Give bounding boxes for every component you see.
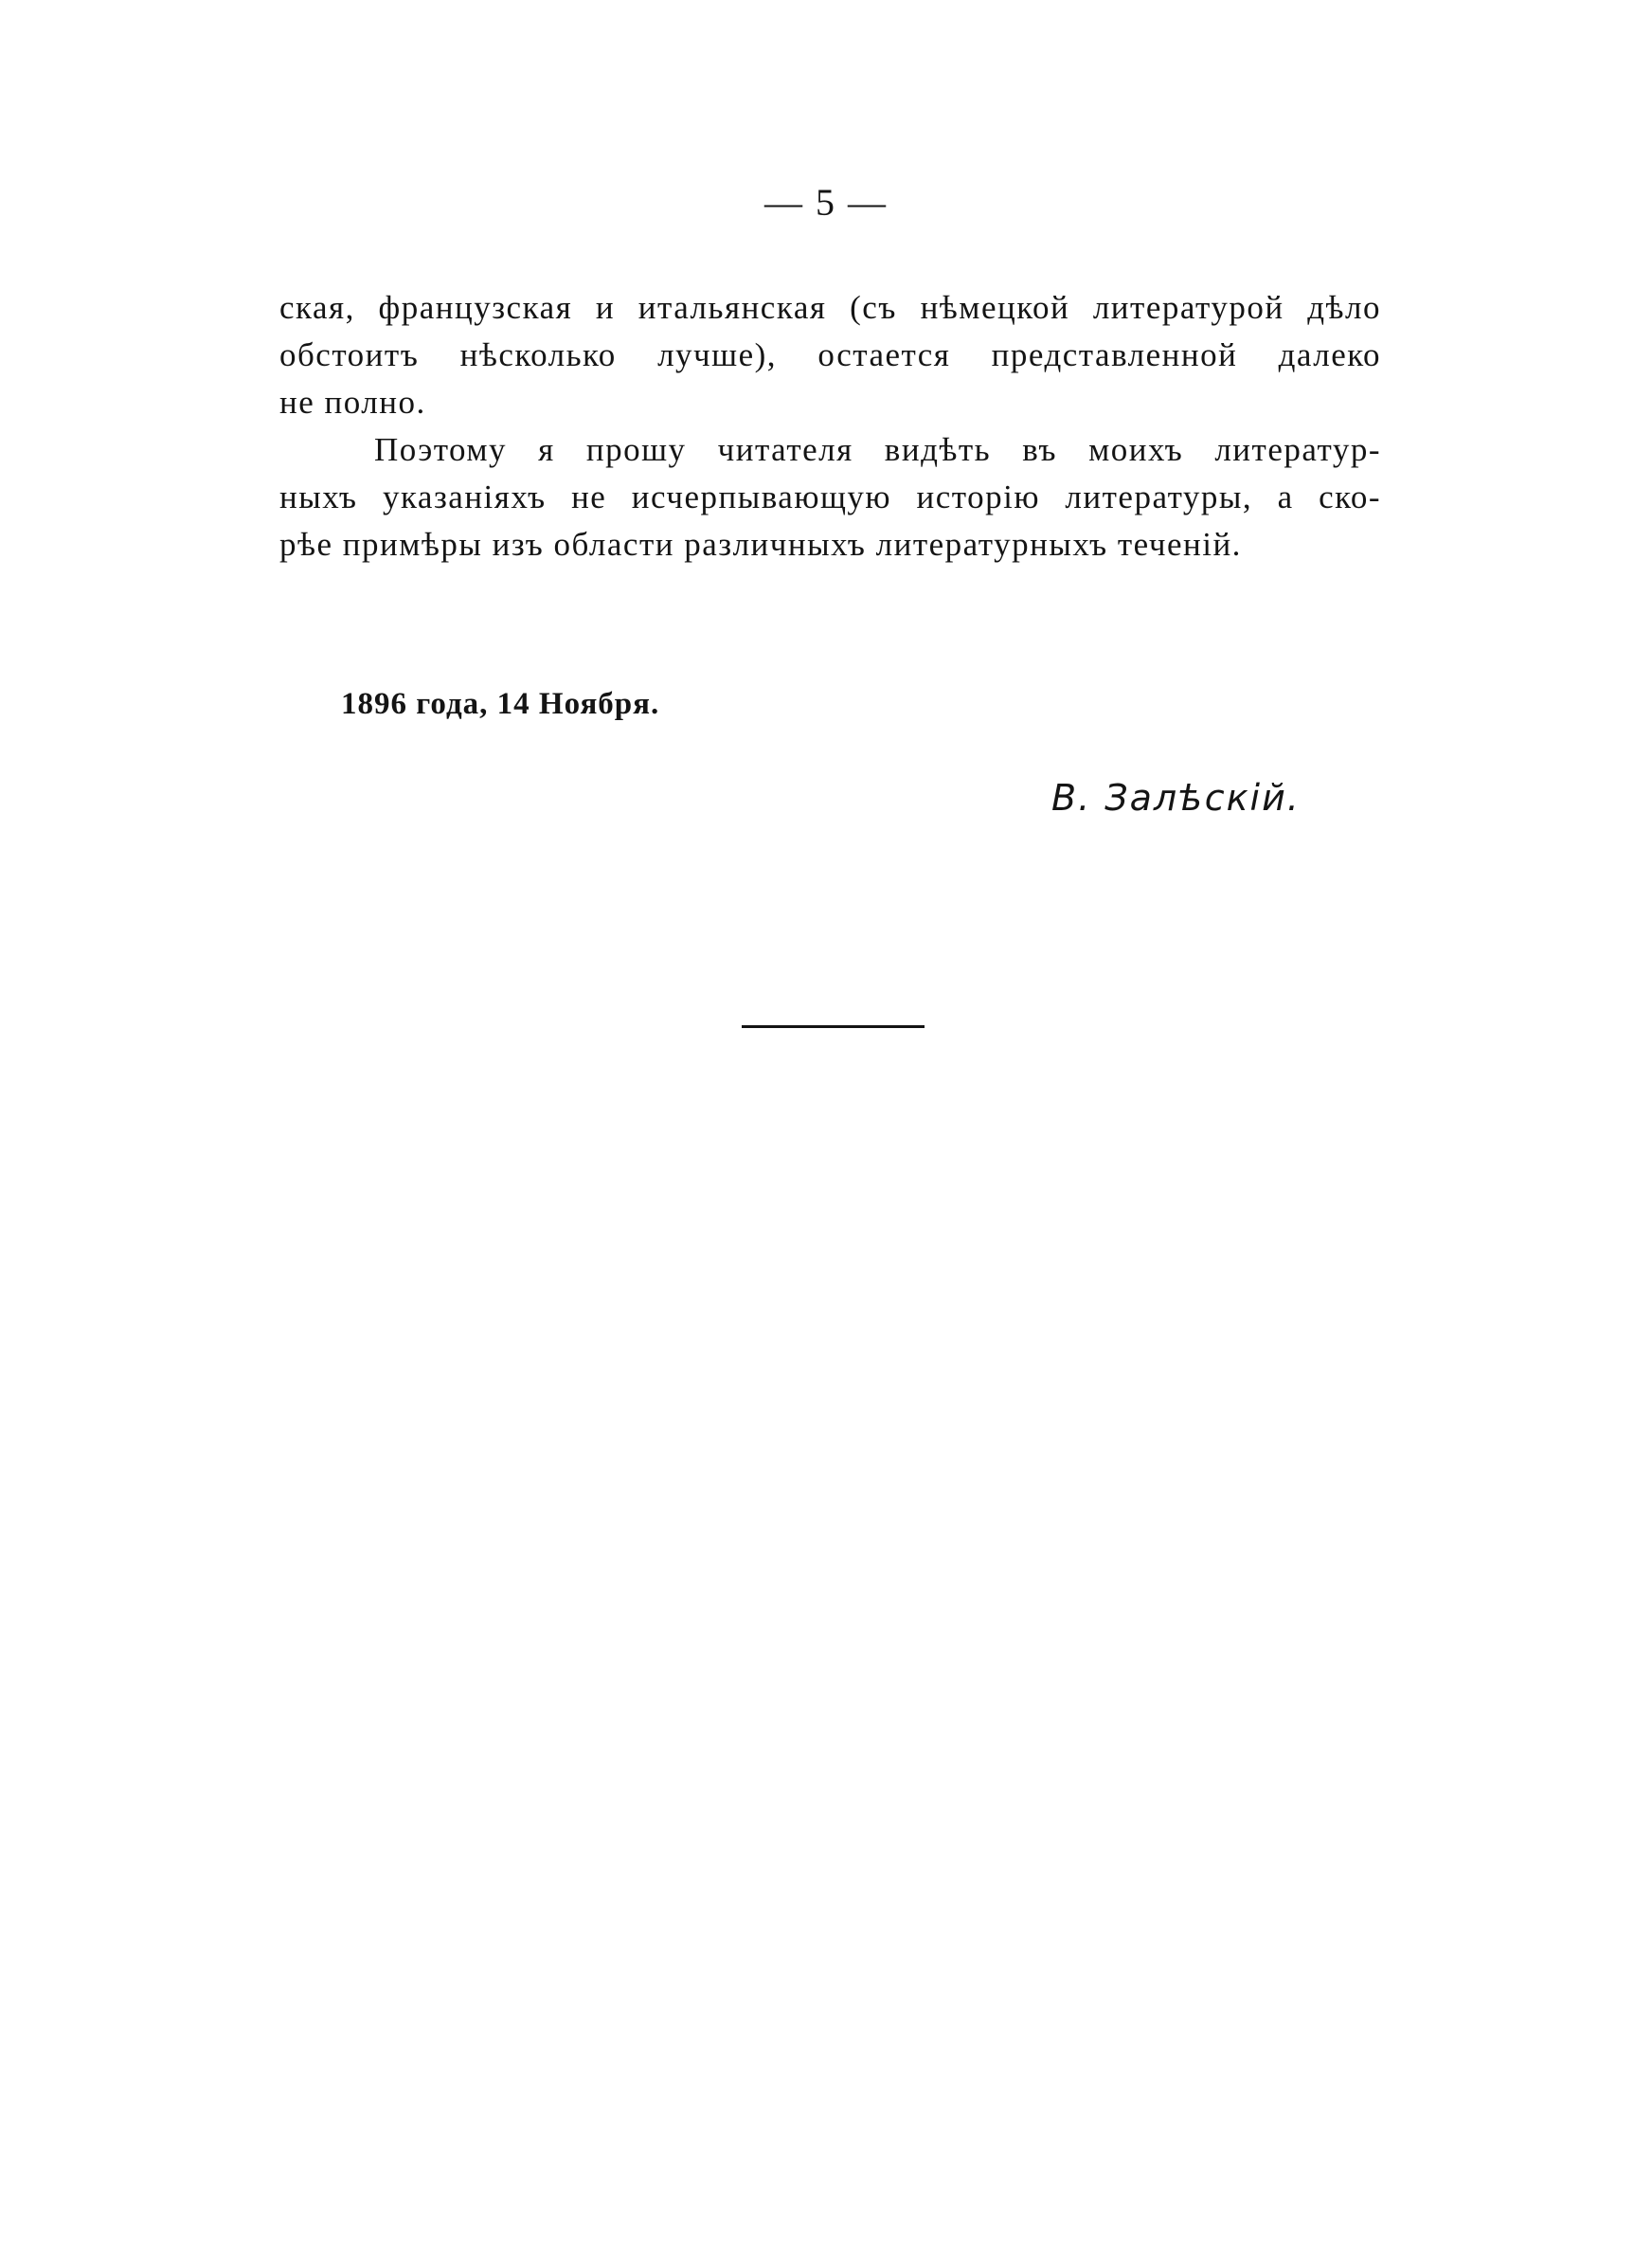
text-line: не полно. <box>279 384 426 421</box>
end-divider <box>742 1025 925 1028</box>
text-line: Поэтому я прошу читателя видѣть въ моихъ литератур- <box>374 431 1381 468</box>
author-signature: В. Залѣскій. <box>1051 777 1301 819</box>
date-line: 1896 года, 14 Ноября. <box>341 687 660 721</box>
text-line: ская, французская и итальянская (съ нѣмецкой литературой дѣло <box>279 289 1381 326</box>
text-line: обстоитъ нѣсколько лучше), остается представленной далеко <box>279 336 1381 373</box>
text-line: рѣе примѣры изъ области различныхъ литературныхъ теченій. <box>279 526 1242 563</box>
page-number: — 5 — <box>764 181 888 224</box>
text-line: ныхъ указаніяхъ не исчерпывающую исторію литературы, а ско- <box>279 478 1381 515</box>
body-text <box>279 284 1381 569</box>
